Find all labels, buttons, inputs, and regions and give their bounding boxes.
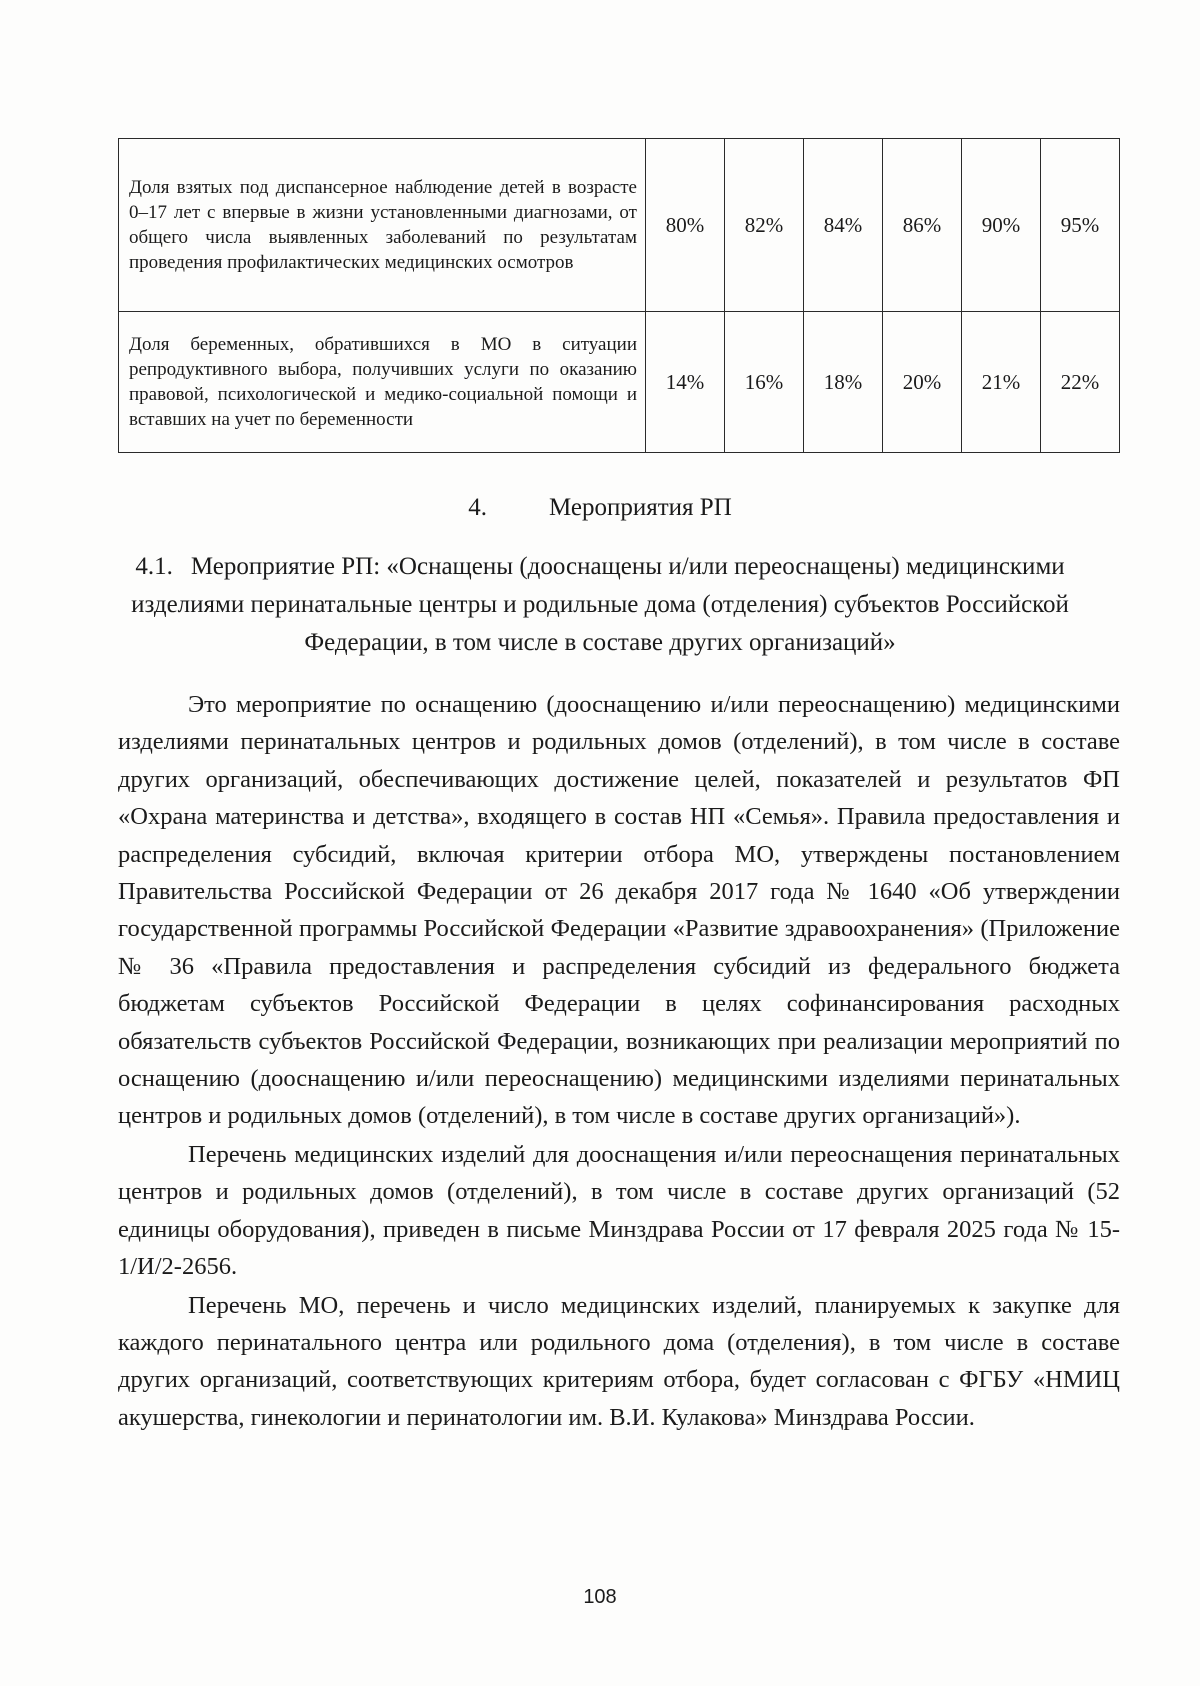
indicators-table	[118, 138, 1120, 453]
section-heading	[0, 492, 1200, 524]
indicator-value: 82%	[725, 139, 804, 312]
indicator-value: 14%	[646, 312, 725, 453]
indicator-value: 22%	[1041, 312, 1120, 453]
subsection-number: 4.1.	[135, 553, 173, 580]
indicator-value: 18%	[804, 312, 883, 453]
indicator-value: 20%	[883, 312, 962, 453]
indicator-value: 84%	[804, 139, 883, 312]
indicator-value: 90%	[962, 139, 1041, 312]
paragraph: Перечень медицинских изделий для дооснащения и/или переоснащения перинатальных центров и родильных домов (отделений), в том числе в составе других организаций (52 единицы оборудования), приведен в письме Минздрава России от 17 февраля 2025 года № 15-1/И/2-2656.	[118, 1140, 1120, 1281]
section-title: Мероприятия РП	[548, 494, 732, 521]
indicator-description: Доля взятых под диспансерное наблюдение детей в возрасте 0–17 лет с впервые в жизни установленными диагнозами, от общего числа выявленных заболеваний по результатам проведения профилактических медицинских осмотров	[119, 139, 646, 312]
indicator-value: 80%	[646, 139, 725, 312]
indicator-value: 21%	[962, 312, 1041, 453]
subsection-title: Мероприятие РП: «Оснащены (дооснащены и/или переоснащены) медицинскими изделиями перинатальные центры и родильные дома (отделения) субъектов Российской Федерации, в том числе в составе других организаций»	[131, 553, 1069, 656]
indicator-value: 86%	[883, 139, 962, 312]
table-row	[119, 312, 1120, 453]
indicator-value: 95%	[1041, 139, 1120, 312]
indicator-description: Доля беременных, обратившихся в МО в ситуации репродуктивного выбора, получивших услуги по оказанию правовой, психологической и медико-социальной помощи и вставших на учет по беременности	[119, 312, 646, 453]
table-row	[119, 139, 1120, 312]
indicator-value: 16%	[725, 312, 804, 453]
paragraph: Перечень МО, перечень и число медицинских изделий, планируемых к закупке для каждого перинатального центра или родильного дома (отделения), в том числе в составе других организаций, соответствующих критериям отбора, будет согласован с ФГБУ «НМИЦ акушерства, гинекологии и перинатологии им. В.И. Кулакова» Минздрава России.	[118, 1291, 1120, 1431]
page-number: 108	[583, 1586, 617, 1608]
body-text	[118, 686, 1120, 1437]
subsection-heading	[130, 548, 1070, 662]
section-number: 4.	[468, 494, 487, 521]
paragraph: Это мероприятие по оснащению (дооснащению и/или переоснащению) медицинскими изделиями перинатальных центров и родильных домов (отделений), в том числе в составе других организаций, обеспечивающих достижение целей, показателей и результатов ФП «Охрана материнства и детства», входящего в состав НП «Семья». Правила предоставления и распределения субсидий, включая критерии отбора МО, утверждены постановлением Правительства Российской Федерации от 26 декабря 2017 года № 1640 «Об утверждении государственной программы Российской Федерации «Развитие здравоохранения» (Приложение № 36 «Правила предоставления и распределения субсидий из федерального бюджета бюджетам субъектов Российской Федерации в целях софинансирования расходных обязательств субъектов Российской Федерации, возникающих при реализации мероприятий по оснащению (дооснащению и/или переоснащению) медицинскими изделиями перинатальных центров и родильных домов (отделений), в том числе в составе других организаций»).	[118, 691, 1120, 1130]
